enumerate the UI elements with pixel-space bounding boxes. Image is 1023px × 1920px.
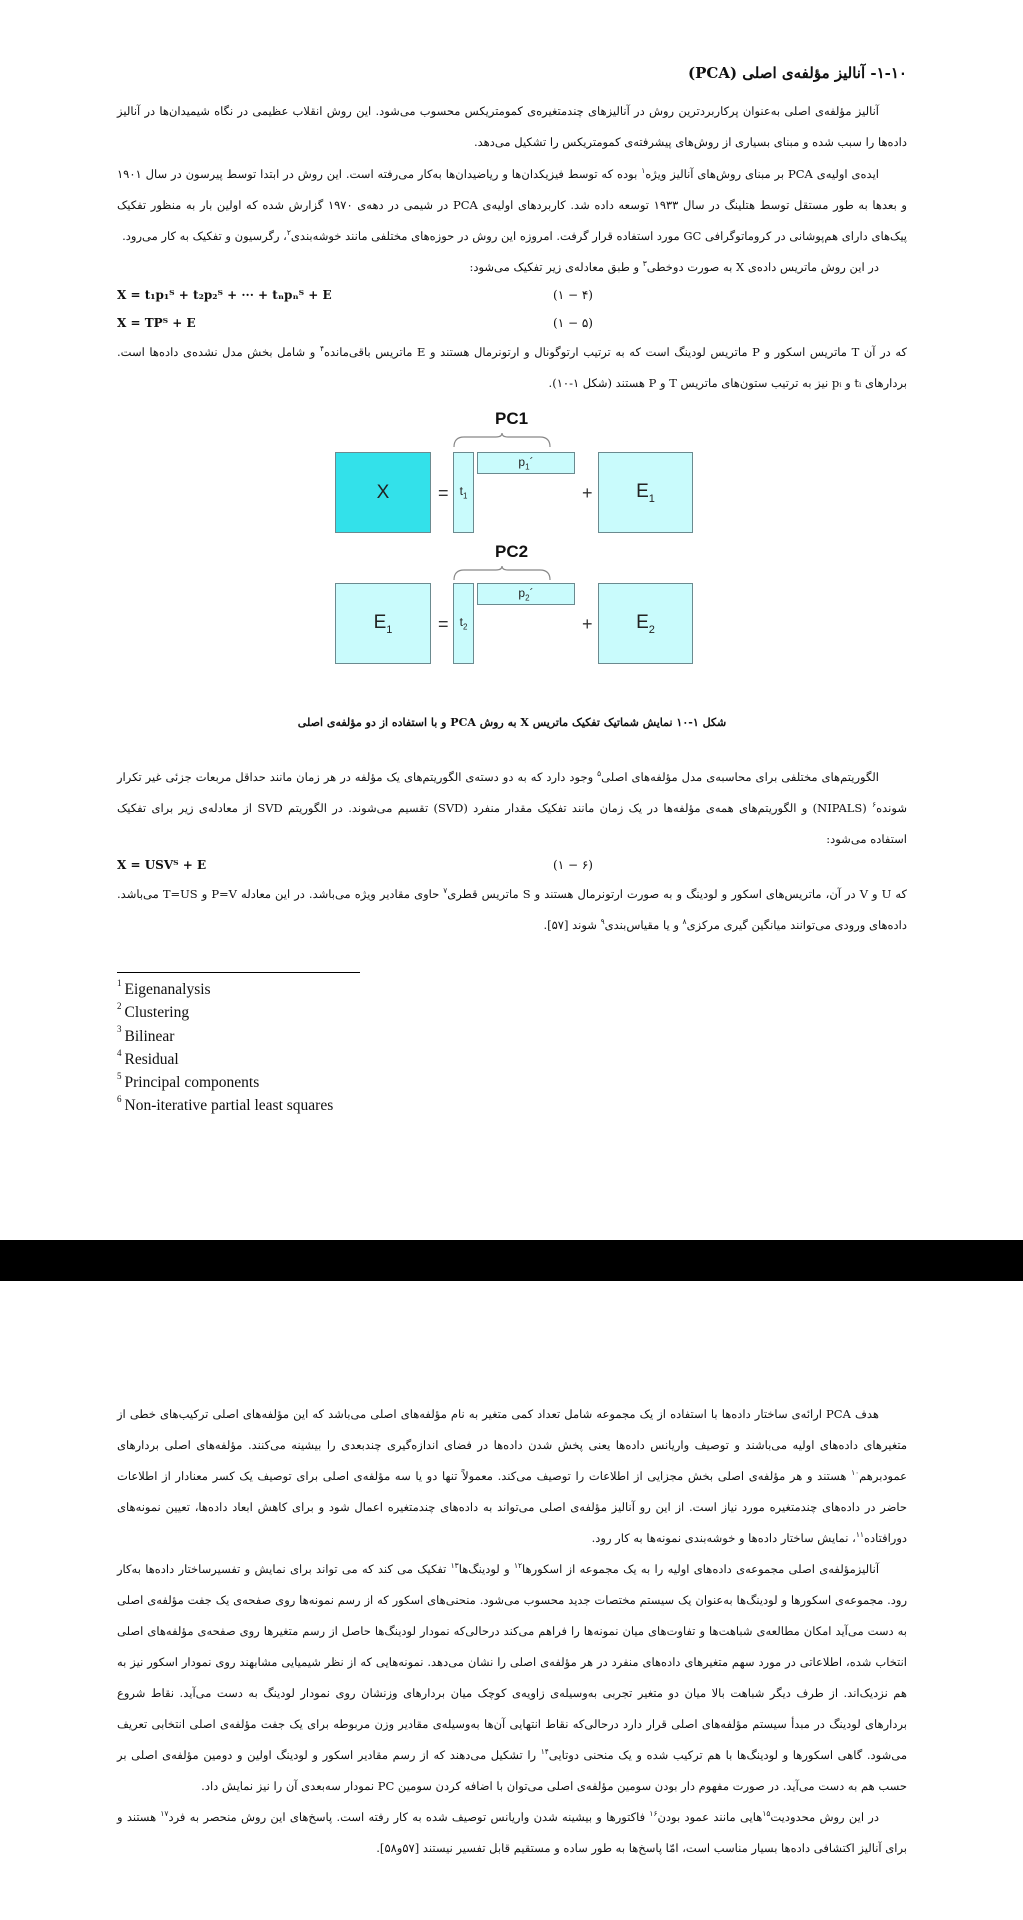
equation-formula: X = USVᵀ + E [117, 858, 207, 872]
matrix-letter: E [373, 611, 387, 633]
score-label [460, 484, 468, 500]
text: و لودینگ‌ها [458, 1562, 514, 1576]
footnote-ref: ۶ [872, 800, 877, 810]
footnote-item [117, 1001, 333, 1024]
residual-e1-box [598, 452, 693, 533]
equation-6-1 [117, 858, 907, 878]
loading-vector-p2 [477, 583, 575, 605]
footnote-number: 1 [117, 977, 122, 988]
pc2-label: PC2 [495, 542, 529, 561]
text: ، رگرسیون و تفکیک به کار می‌رود. [122, 229, 287, 243]
text: فاکتورها و بیشینه شدن واریانس توصیف شده به کار رفته است. پاسخ‌های این روش منحصر به فرد [168, 1810, 650, 1824]
text: الگوریتم‌های مختلفی برای محاسبه‌ی مدل مؤلفه‌های اصلی [601, 770, 879, 784]
footnote-item [117, 1071, 333, 1094]
paragraph-limitations [117, 1802, 907, 1864]
paragraph-intro: آنالیز مؤلفه‌ی اصلی به‌عنوان پرکاربردترین روش در آنالیزهای چندمتغیره‌ی کمومتریکس محسوب می‌شود. این روش انقلاب عظیمی در نگاه شیمیدان‌ها در آنالیز داده‌ها را سبب شده و مبنای بسیاری از روش‌های پیشرفته‌ی کمومتریکس را تشکیل می‌دهد. [117, 104, 907, 149]
equation-number: (۴ − ۱) [553, 288, 593, 302]
page-separator [0, 1240, 1023, 1281]
footnote-number: 2 [117, 1001, 122, 1012]
footnote-text: Principal components [124, 1074, 260, 1092]
loading-letter: p [518, 585, 526, 600]
footnote-ref: ۹ [600, 917, 605, 927]
matrix-e1-label [374, 612, 393, 636]
equation-5-1 [117, 316, 907, 336]
footnote-ref: ۸ [682, 917, 687, 927]
score-letter: t [459, 484, 463, 499]
equals-sign: = [438, 614, 449, 634]
equation-formula: X = t₁p₁ᵀ + t₂p₂ᵀ + ··· + tₙpₙᵀ + E [117, 288, 332, 302]
footnote-ref: ۳ [642, 259, 647, 269]
text: که در آن T ماتریس اسکور و P ماتریس لودینگ است که به ترتیب ارتوگونال و ارتونرمال هستند و E ماتریس باقی‌مانده [323, 345, 907, 359]
matrix-subscript: 1 [386, 623, 393, 636]
paragraph-pca-goal [117, 1399, 907, 1554]
text: ، نمایش ساختار داده‌ها و خوشه‌بندی نمونه‌ها به کار رود. [591, 1531, 856, 1545]
text: آنالیزمؤلفه‌ی اصلی مجموعه‌ی داده‌های اولیه را به یک مجموعه از اسکورها [522, 1562, 880, 1576]
score-subscript: 2 [462, 622, 468, 632]
footnote-text: Bilinear [124, 1027, 175, 1045]
figure-caption: شکل ۱-۱۰ نمایش شماتیک تفکیک ماتریس X به روش PCA و با استفاده از دو مؤلفه‌ی اصلی [297, 716, 727, 729]
pc1-brace [452, 433, 552, 449]
residual-subscript: 2 [648, 623, 655, 636]
footnote-ref: ۱۵ [762, 1809, 771, 1819]
paragraph-svd [117, 879, 907, 941]
text: هایی مانند عمود بودن [657, 1810, 763, 1824]
residual-letter: E [636, 611, 649, 633]
text: تفکیک می کند که می تواند برای نمایش و تفسیرساختار داده‌ها به‌کار رود. مجموعه‌ی اسکورها و لودینگ‌ها به‌عنوان یک سیستم مختصات جدید محسوب می‌شود. منحنی‌های اسکور که از رسم نمونه‌ها روی صفحه‌ی یک جفت مؤلفه‌ی اصلی به دست می‌آید امکان مطالعه‌ی شباهت‌ها و تفاوت‌های میان نمونه‌ها را فراهم می‌کند درحالی‌که نمودار لودینگ‌ها حاصل از رسم متغیرها روی صفحه‌ی مؤلفه‌های اصلی انتخاب شده، اطلاعاتی در مورد سهم متغیرهای داده‌های منفرد در هر مؤلفه‌ی اصلی را نشان می‌دهد. نمونه‌هایی که از نظر شیمیایی مشابهند روی نمودار اسکور نیز به هم نزدیک‌اند. از طرف دیگر شباهت بالا میان دو متغیر تجربی به‌وسیله‌ی زاویه‌ی کوچک میان بردارهای وزنشان روی نمودار لودینگ به دست می‌آید. نقاط شروع بردارهای لودینگ در مبدأ سیستم مؤلفه‌های اصلی قرار دارد درحالی‌که نقاط انتهایی آن‌ها به‌وسیله‌ی مقادیر وزن مربوطه برای یک جفت مؤلفه‌ی اصلی انتخابی تعریف می‌شود. گاهی اسکورها و لودینگ‌ها با هم ترکیب شده و یک منحنی دوتایی [117, 1562, 907, 1762]
prime-mark: ´ [529, 454, 534, 469]
text: را تشکیل می‌دهند که از رسم مقادیر اسکور و لودینگ اولین و دومین مؤلفه‌ی اصلی بر حسب هم به دست می‌آید. در صورت مفهوم دار بودن سومین مؤلفه‌ی اصلی می‌توان با اضافه کردن سومین PC نمودار سه‌بعدی آن را نیز نمایش داد. [117, 1748, 907, 1793]
section-heading: ۱-۱۰- آنالیز مؤلفه‌ی اصلی (PCA) [688, 64, 907, 82]
text: در این روش محدودیت [770, 1810, 879, 1824]
loading-subscript: 1 [525, 462, 530, 472]
loading-vector-p1 [477, 452, 575, 474]
footnote-ref: ۲ [286, 228, 291, 238]
footnote-ref: ۱۰ [851, 1468, 860, 1478]
equation-4-1 [117, 288, 907, 308]
text: که U و V در آن، ماتریس‌های اسکور و لودینگ و به صورت ارتونرمال هستند و S ماتریس قطری [447, 887, 907, 901]
paragraph-matrices [117, 337, 907, 399]
text: در این روش ماتریس داده‌ی X به صورت دوخطی [646, 260, 879, 274]
paragraph-history [117, 159, 907, 252]
footnote-item [117, 1094, 333, 1117]
residual-e2-box [598, 583, 693, 664]
paragraph-scores-loadings [117, 1554, 907, 1802]
residual-label [636, 612, 655, 636]
footnote-number: 4 [117, 1047, 122, 1058]
text: هستند و هر مؤلفه‌ی اصلی بخش مجزایی از اطلاعات را توصیف می‌کند. معمولاً تنها دو یا سه مؤلفه‌ی اصلی برای توصیف یک کسر معنادار از اطلاعات حاضر در داده‌های چندمتغیره مورد نیاز است. از این رو آنالیز مؤلفه‌ی اصلی می‌تواند به داده‌های چندمتغیره اعمال شود و برای کاهش ابعاد داده‌ها، تعیین نمونه‌های دورافتاده [117, 1469, 907, 1545]
text: بوده که توسط فیزیکدان‌ها و ریاضیدان‌ها به‌کار می‌رفته است. این روش در ابتدا توسط پیرسون در سال ۱۹۰۱ و بعدها به طور مستقل توسط هتلینگ در سال ۱۹۳۳ توسعه داده شد. کاربردهای اولیه‌ی PCA در شیمی در دهه‌ی ۱۹۷۰ گزارش شده که اولین بار به منظور تفکیک پیک‌های دارای هم‌پوشانی در کروماتوگرافی GC مورد استفاده قرار گرفت. امروزه این روش در حوزه‌های مختلفی مانند خوشه‌بندی [117, 167, 907, 243]
footnote-text: Clustering [124, 1004, 190, 1022]
footnote-ref: ۱۲ [513, 1561, 523, 1571]
footnote-item [117, 1025, 333, 1048]
footnote-ref: ۷ [443, 886, 448, 896]
text: حاوی مقادیر ویژه می‌باشد. در این معادله P=V و T=US می‌باشد. داده‌های ورودی می‌توانند میانگین گیری مرکزی [117, 887, 907, 932]
matrix-x-label: X [376, 481, 390, 503]
footnote-ref: ۱۱ [855, 1530, 864, 1540]
text: هدف PCA ارائه‌ی ساختار داده‌ها با استفاده از یک مجموعه شامل تعداد کمی متغیر به نام مؤلفه‌های اصلی می‌باشد که این مؤلفه‌های اصلی ترکیب‌های خطی از متغیرهای داده‌های اولیه می‌باشند و توصیف واریانس داده‌ها یعنی پخش شدن داده‌ها در فضای اندازه‌گیری چندبعدی را بیشینه می‌کنند. مؤلفه‌های اصلی بردارهای عمودبرهم [117, 1407, 907, 1483]
plus-sign: + [582, 614, 593, 634]
plus-sign: + [582, 483, 593, 503]
residual-subscript: 1 [648, 492, 655, 505]
prime-mark: ´ [529, 585, 534, 600]
footnote-ref: ۱ [641, 166, 646, 176]
text: وجود دارد که به دو دسته‌ی الگوریتم‌های یک مؤلفه در هر زمان مانند حداقل مربعات جزئی غیر تکرار شونده [117, 770, 907, 815]
text: (NIPALS) و الگوریتم‌های همه‌ی مؤلفه‌ها در یک زمان مانند تفکیک مقدار منفرد (SVD) تقسیم می‌شوند. در الگوریتم SVD از معادله‌ی زیر برای تفکیک استفاده می‌شود: [117, 801, 907, 846]
equals-sign: = [438, 483, 449, 503]
score-letter: t [459, 615, 463, 630]
footnote-number: 6 [117, 1094, 122, 1105]
pc1-label: PC1 [495, 409, 529, 428]
footnote-ref: ۴ [319, 344, 324, 354]
footnote-divider [117, 972, 360, 973]
footnote-ref: ۱۴ [540, 1747, 549, 1757]
text: ایده‌ی اولیه‌ی PCA بر مبنای روش‌های آنالیز ویژه [645, 167, 879, 181]
footnote-number: 5 [117, 1071, 122, 1082]
footnote-ref: ۱۶ [649, 1809, 658, 1819]
pca-decomposition-figure [330, 405, 710, 675]
footnote-item [117, 978, 333, 1001]
footnote-ref: ۱۷ [160, 1809, 169, 1819]
loading-subscript: 2 [525, 593, 530, 603]
score-vector-t1 [453, 452, 474, 533]
document-page-2 [0, 1281, 1023, 1920]
text: هستند و برای آنالیز اکتشافی داده‌ها بسیار مناسب است، امّا پاسخ‌ها به طور ساده و مستقیم قابل تفسیر نیستند [۵۷و۵۸]. [117, 1810, 907, 1855]
equation-number: (۵ − ۱) [553, 316, 593, 330]
text: شوند [۵۷]. [543, 918, 601, 932]
residual-letter: E [636, 480, 649, 502]
text: و یا مقیاس‌بندی [604, 918, 683, 932]
score-subscript: 1 [462, 491, 468, 501]
equation-number: (۶ − ۱) [553, 858, 593, 872]
loading-label [518, 586, 533, 602]
equation-formula: X = TPᵀ + E [117, 316, 196, 330]
text: و طبق معادله‌ی زیر تفکیک می‌شود: [469, 260, 643, 274]
text: و شامل بخش مدل نشده‌ی داده‌ها است. بردارهای tᵢ و pᵢ نیز به ترتیب ستون‌های ماتریس T و P هستند (شکل ۱-۱۰). [117, 345, 907, 390]
matrix-x-box [335, 452, 431, 533]
footnote-text: Eigenanalysis [124, 981, 211, 998]
paragraph-decomposition-intro [117, 252, 907, 283]
footnote-text: Residual [124, 1050, 179, 1068]
loading-letter: p [518, 454, 526, 469]
footnote-number: 3 [117, 1024, 122, 1035]
footnote-text: Non-iterative partial least squares [124, 1097, 334, 1115]
paragraph-algorithms [117, 762, 907, 855]
matrix-e1-box [335, 583, 431, 664]
footnotes-list [117, 978, 333, 1118]
loading-label [518, 455, 533, 471]
score-label [460, 615, 468, 631]
footnote-ref: ۱۳ [450, 1561, 459, 1571]
score-vector-t2 [453, 583, 474, 664]
residual-label [636, 481, 655, 505]
pc2-brace [452, 566, 552, 582]
footnote-item [117, 1048, 333, 1071]
footnote-ref: ۵ [597, 769, 602, 779]
